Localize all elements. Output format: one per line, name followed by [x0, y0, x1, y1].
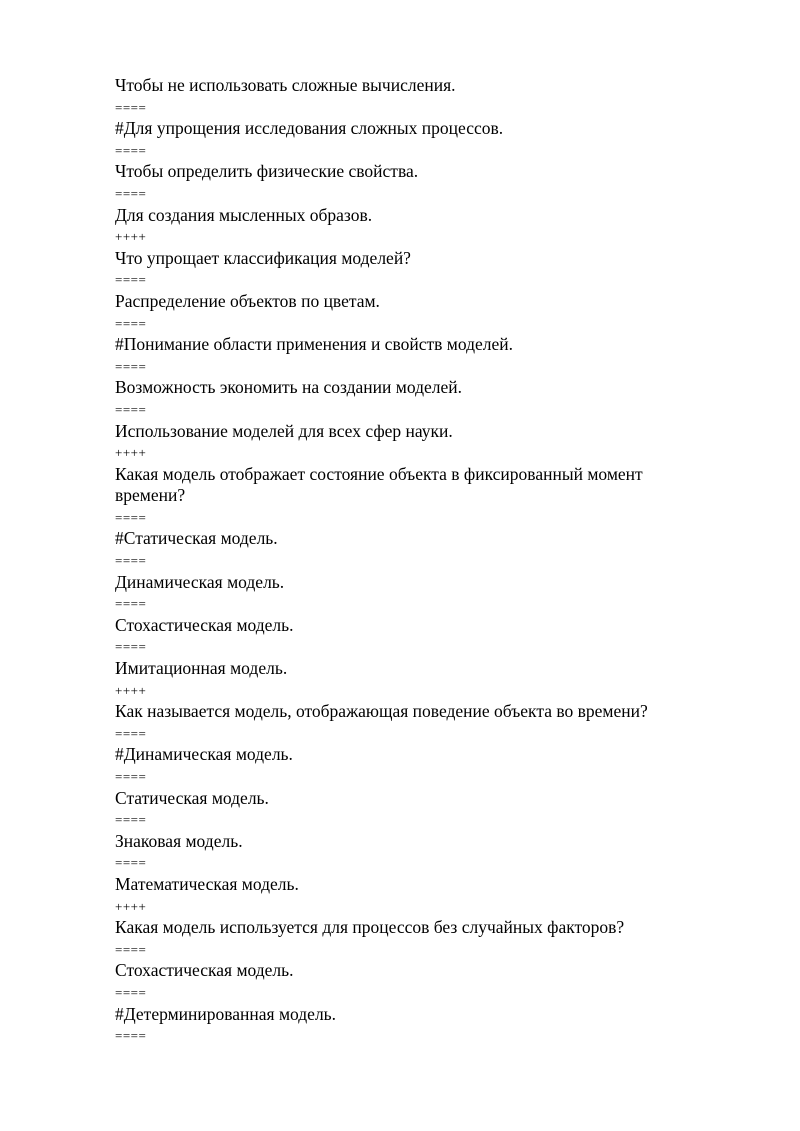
- question-text: Какая модель используется для процессов без случайных факторов?: [115, 917, 625, 938]
- answer-option: Стохастическая модель.: [115, 960, 294, 981]
- answer-option: Стохастическая модель.: [115, 614, 294, 635]
- answer-separator: ====: [115, 941, 147, 957]
- answer-option: Распределение объектов по цветам.: [115, 290, 380, 311]
- question-text: Что упрощает классификация моделей?: [115, 247, 411, 268]
- answer-separator: ====: [115, 185, 147, 201]
- answer-option: Знаковая модель.: [115, 830, 243, 851]
- answer-separator: ====: [115, 401, 147, 417]
- question-separator: ++++: [115, 682, 147, 698]
- answer-option: Чтобы не использовать сложные вычисления.: [115, 75, 456, 95]
- answer-separator: ====: [115, 272, 147, 288]
- answer-option: Для создания мысленных образов.: [115, 204, 373, 225]
- answer-option: Использование моделей для всех сфер науки.: [115, 420, 453, 441]
- document-page: [115, 75, 715, 1047]
- correct-answer-option: #Для упрощения исследования сложных процессов.: [115, 118, 504, 139]
- correct-answer-option: #Детерминированная модель.: [115, 1003, 337, 1024]
- answer-option: Имитационная модель.: [115, 658, 288, 679]
- answer-option: Статическая модель.: [115, 787, 269, 808]
- answer-option: Математическая модель.: [115, 873, 299, 894]
- answer-option: Динамическая модель.: [115, 571, 285, 592]
- answer-separator: ====: [115, 553, 147, 569]
- answer-separator: ====: [115, 639, 147, 655]
- answer-option: Чтобы определить физические свойства.: [115, 161, 419, 182]
- answer-separator: ====: [115, 984, 147, 1000]
- question-text: Какая модель отображает состояние объекта в фиксированный момент времени?: [115, 463, 643, 506]
- answer-separator: ====: [115, 99, 147, 115]
- correct-answer-option: #Динамическая модель.: [115, 744, 293, 765]
- correct-answer-option: #Понимание области применения и свойств моделей.: [115, 334, 513, 355]
- answer-separator: ====: [115, 358, 147, 374]
- answer-separator: ====: [115, 769, 147, 784]
- correct-answer-option: #Статическая модель.: [115, 528, 278, 549]
- question-separator: ++++: [115, 445, 147, 461]
- answer-separator: ====: [115, 855, 147, 871]
- answer-separator: ====: [115, 1028, 147, 1044]
- answer-separator: ====: [115, 142, 147, 158]
- question-separator: ++++: [115, 229, 147, 245]
- answer-separator: ====: [115, 812, 147, 828]
- answer-option: Возможность экономить на создании моделей.: [115, 377, 462, 398]
- answer-separator: ====: [115, 509, 147, 525]
- answer-separator: ====: [115, 315, 147, 331]
- answer-separator: ====: [115, 725, 147, 741]
- question-separator: ++++: [115, 898, 147, 914]
- question-text: Как называется модель, отображающая поведение объекта во времени?: [115, 701, 648, 722]
- answer-separator: ====: [115, 596, 147, 612]
